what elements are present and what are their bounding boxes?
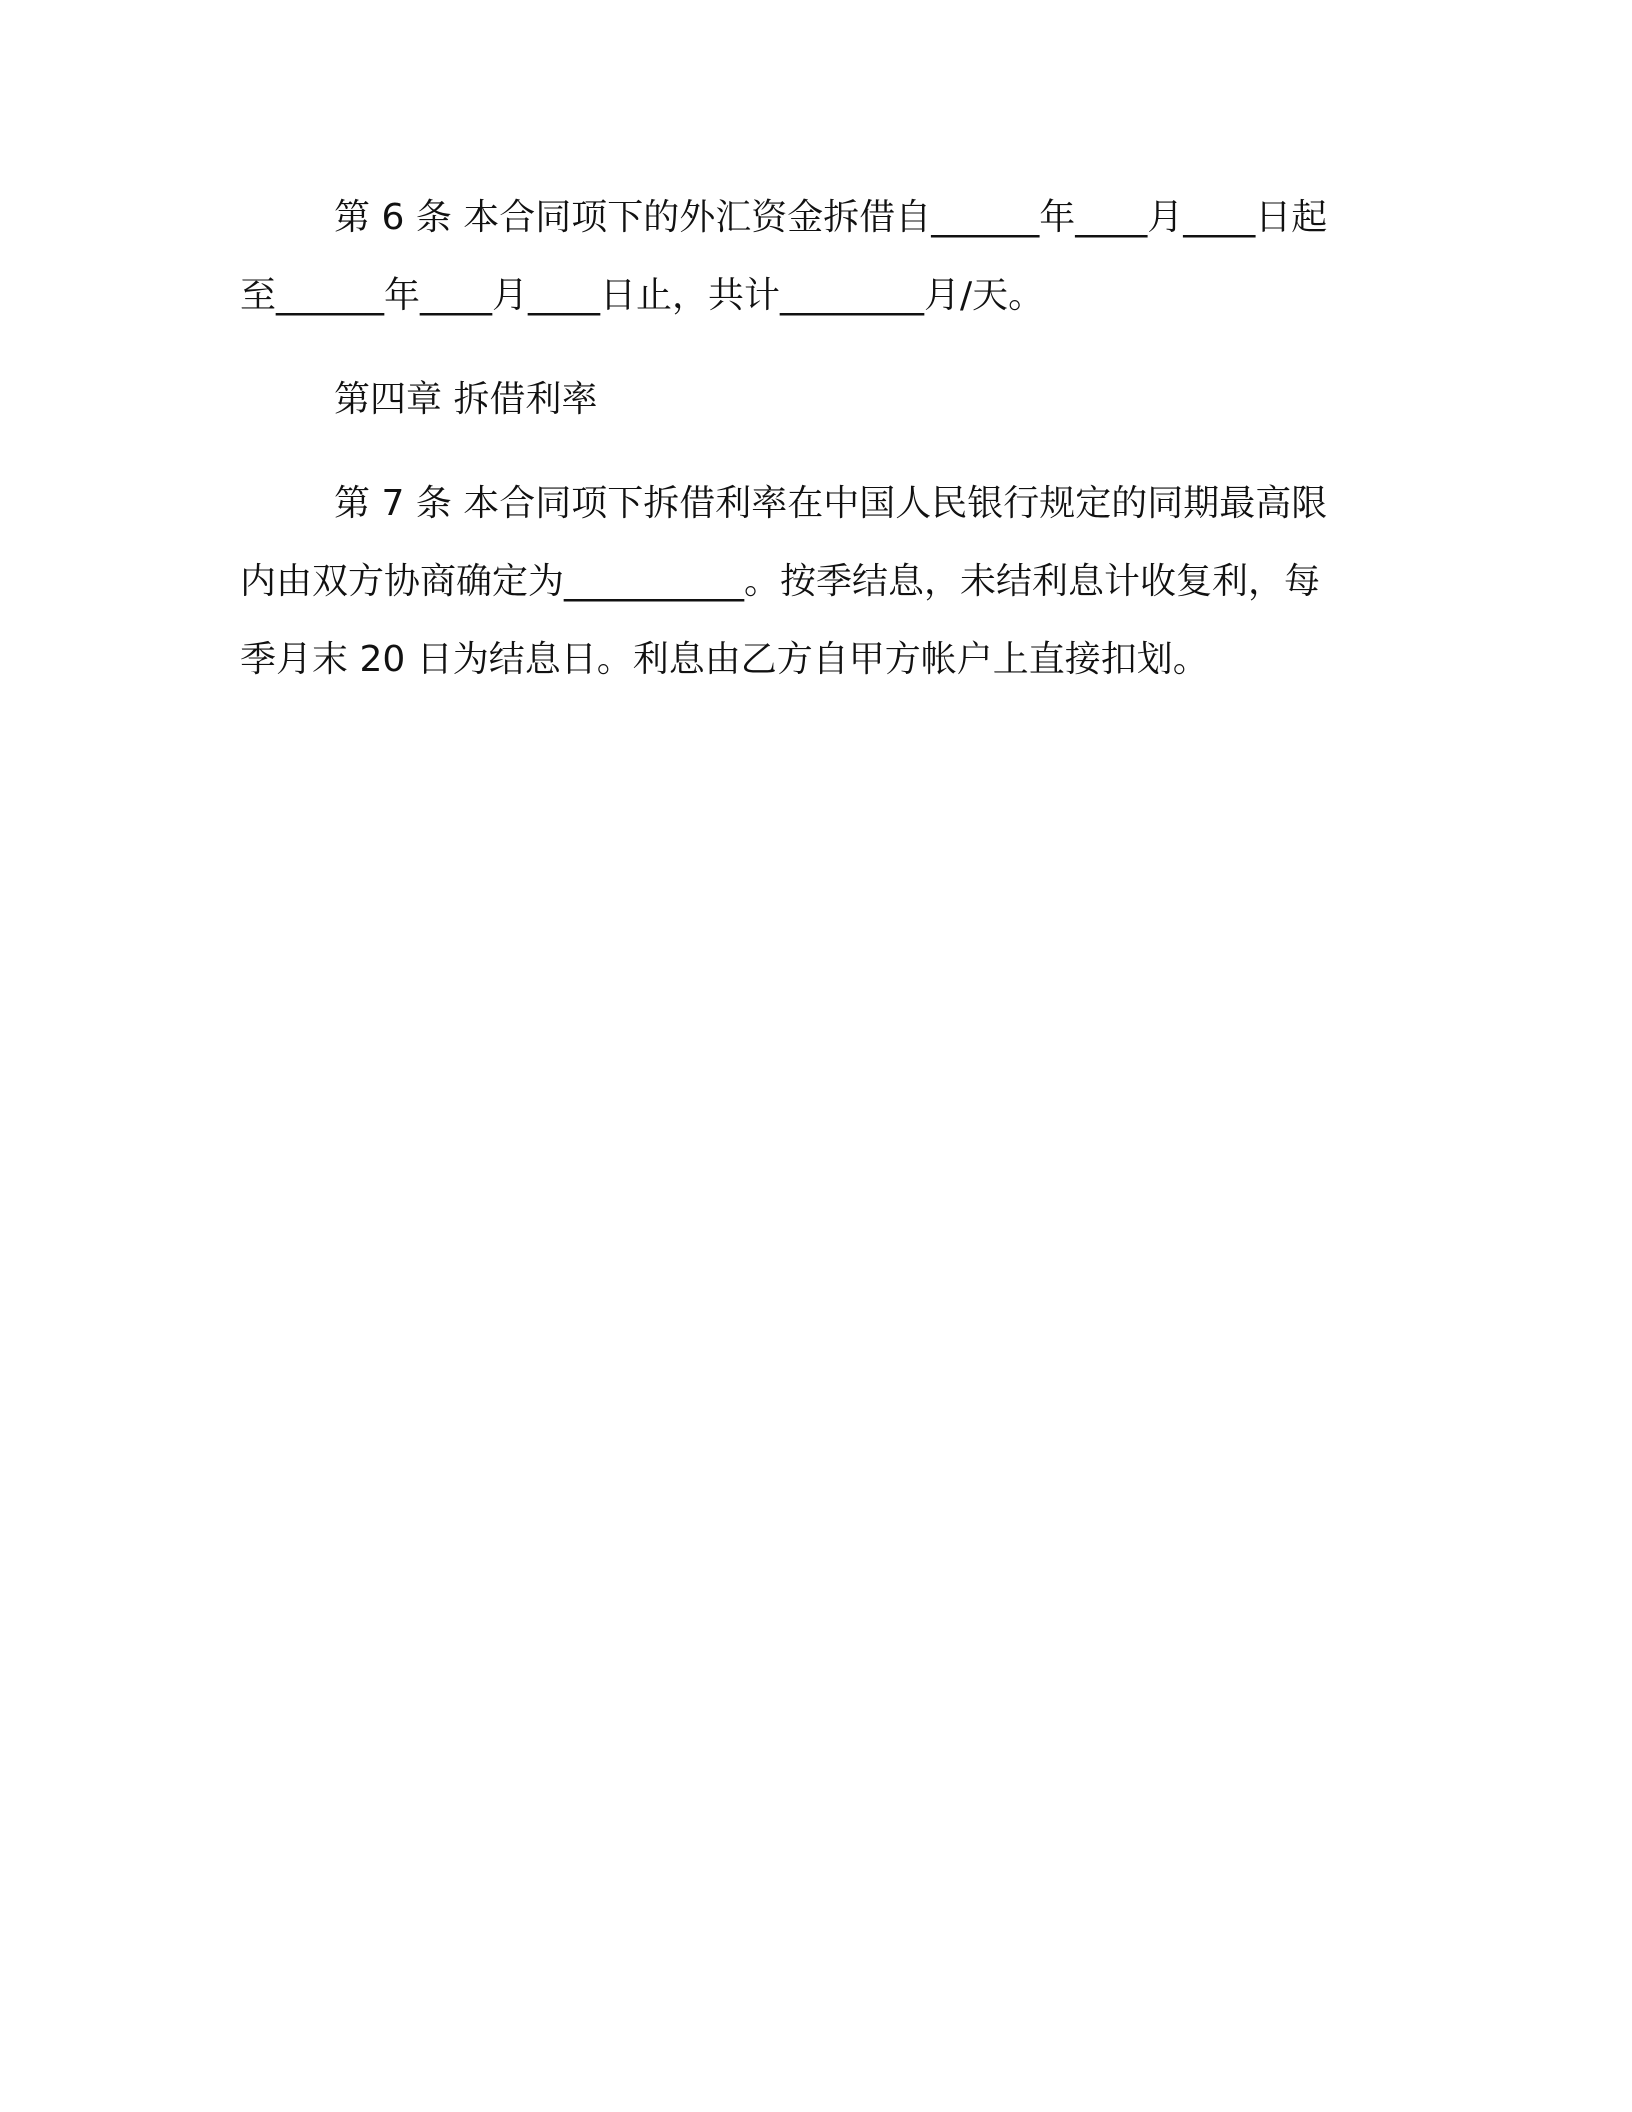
article-6-line-2: 至______年____月____日止，共计________月/天。	[240, 275, 1045, 316]
article-7-line-2: 内由双方协商确定为__________。按季结息，未结利息计收复利，每	[240, 561, 1321, 602]
article-7-line-3: 季月末 20 日为结息日。利息由乙方自甲方帐户上直接扣划。	[240, 639, 1209, 680]
chapter-4-heading: 第四章 拆借利率	[334, 379, 598, 420]
article-7-line-1: 第 7 条 本合同项下拆借利率在中国人民银行规定的同期最高限	[334, 483, 1328, 524]
article-6-line-1: 第 6 条 本合同项下的外汇资金拆借自______年____月____日起	[334, 197, 1328, 238]
